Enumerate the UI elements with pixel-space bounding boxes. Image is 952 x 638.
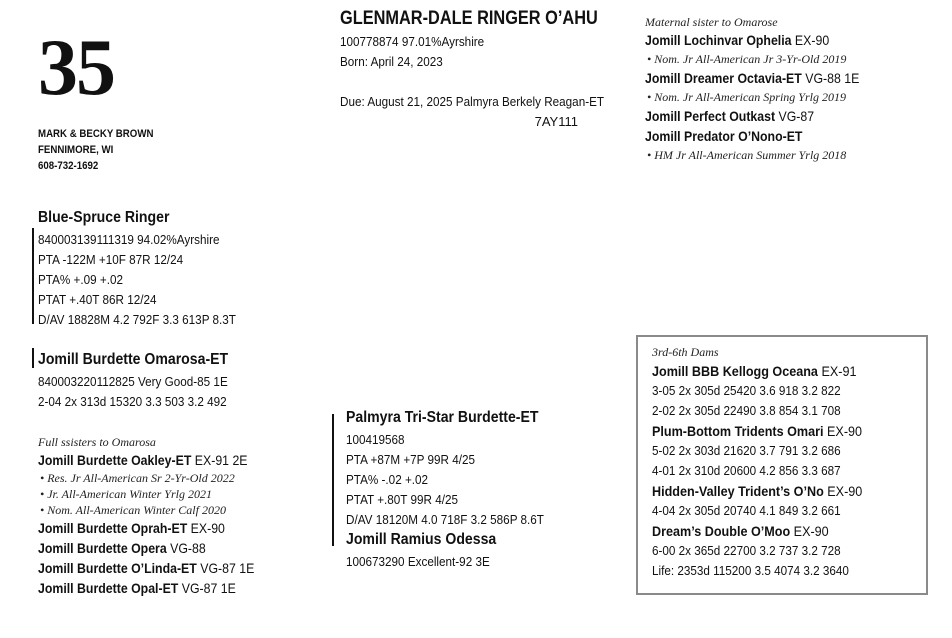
full-sister-score: VG-87 1E (178, 580, 236, 596)
dam-entry-record: 6-00 2x 365d 22700 3.2 737 3.2 728 (652, 543, 841, 558)
animal-header (340, 6, 640, 72)
maternal-sister-name: Jomill Lochinvar Ophelia (645, 32, 792, 48)
dam-entry-record: 5-02 2x 303d 21620 3.7 791 3.2 686 (652, 443, 841, 458)
sire-pta-percent: PTA% +.09 +.02 (38, 272, 123, 287)
dam-entry-record: 4-01 2x 310d 20600 4.2 856 3.3 687 (652, 463, 841, 478)
sire-dav: D/AV 18828M 4.2 792F 3.3 613P 8.3T (38, 312, 236, 327)
sire-registration: 840003139111319 94.02%Ayrshire (38, 232, 220, 247)
full-sister-name: Jomill Burdette Oakley-ET (38, 452, 192, 468)
maternal-sisters (645, 14, 945, 164)
full-sister-name: Jomill Burdette O’Linda-ET (38, 560, 197, 576)
maternal-sister-score: VG-87 (775, 108, 815, 124)
dam-entry-score: EX-91 (817, 363, 857, 379)
full-sister-honor: • Jr. All-American Winter Yrlg 2021 (40, 487, 212, 501)
full-sister-score: EX-91 2E (191, 452, 248, 468)
full-sisters-heading: Full ssisters to Omarosa (38, 435, 156, 449)
maternal-sister-name: Jomill Dreamer Octavia-ET (645, 70, 802, 86)
dam-dam-classification: 100673290 Excellent-92 3E (346, 554, 490, 569)
dam-sire-registration: 100419568 (346, 432, 405, 447)
dam-sire-block (346, 406, 636, 530)
dam-entry-score: EX-90 (823, 483, 863, 499)
service-sire-code: 7AY111 (534, 114, 578, 129)
animal-name: GLENMAR-DALE RINGER O’AHU (340, 8, 598, 29)
dam-entry-record: 2-02 2x 305d 22490 3.8 854 3.1 708 (652, 403, 841, 418)
dam-dam-name: Jomill Ramius Odessa (346, 531, 497, 548)
maternal-sister-honor: • HM Jr All-American Summer Yrlg 2018 (647, 148, 847, 162)
dam-sire-bracket-line (332, 414, 334, 546)
maternal-sister-score: VG-88 1E (801, 70, 860, 86)
dam-record: 2-04 2x 313d 15320 3.3 503 3.2 492 (38, 394, 227, 409)
dam-sire-pta: PTA +87M +7P 99R 4/25 (346, 452, 476, 467)
consignor-location: FENNIMORE, WI (38, 144, 114, 156)
consignor-name: MARK & BECKY BROWN (38, 128, 154, 140)
lot-number: 35 (38, 24, 114, 112)
dam-entry-record: 4-04 2x 305d 20740 4.1 849 3.2 661 (652, 503, 841, 518)
birth-date: Born: April 24, 2023 (340, 54, 443, 69)
full-sister-honor: • Nom. All-American Winter Calf 2020 (40, 503, 226, 517)
maternal-sisters-heading: Maternal sister to Omarose (645, 15, 778, 29)
dam-entry-lifetime-record: Life: 2353d 115200 3.5 4074 3.2 3640 (652, 563, 849, 578)
due-date-block (340, 92, 630, 132)
sire-bracket-line (32, 228, 34, 324)
dam-sire-dav: D/AV 18120M 4.0 718F 3.2 586P 8.6T (346, 512, 544, 527)
consignor-phone: 608-732-1692 (38, 160, 99, 172)
dam-classification: 840003220112825 Very Good-85 1E (38, 374, 228, 389)
dam-bracket-line (32, 348, 34, 368)
full-sister-name: Jomill Burdette Oprah-ET (38, 520, 188, 536)
maternal-sister-honor: • Nom. Jr All-American Jr 3-Yr-Old 2019 (647, 52, 847, 66)
dam-entry-score: EX-90 (790, 523, 829, 539)
dam-sire-name: Palmyra Tri-Star Burdette-ET (346, 409, 539, 426)
due-date-line: Due: August 21, 2025 Palmyra Berkely Reagan-ET (340, 94, 605, 109)
dam-entry-name: Jomill BBB Kellogg Oceana (652, 363, 818, 379)
full-sister-honor: • Res. Jr All-American Sr 2-Yr-Old 2022 (40, 471, 235, 485)
sire-name: Blue-Spruce Ringer (38, 209, 170, 226)
dam-block (38, 348, 338, 412)
maternal-sister-score: EX-90 (791, 32, 830, 48)
dam-entry-score: EX-90 (823, 423, 863, 439)
maternal-sister-name: Jomill Perfect Outkast (645, 108, 776, 124)
full-sister-score: VG-87 1E (196, 560, 255, 576)
consignor-block (38, 126, 278, 174)
dam-entry-name: Dream’s Double O’Moo (652, 523, 791, 539)
sire-ptat: PTAT +.40T 86R 12/24 (38, 292, 157, 307)
dam-entry-record: 3-05 2x 305d 25420 3.6 918 3.2 822 (652, 383, 841, 398)
full-sister-score: VG-88 (166, 540, 206, 556)
full-sister-score: EX-90 (187, 520, 225, 536)
dam-dam-block (346, 528, 636, 572)
dam-entry-name: Plum-Bottom Tridents Omari (652, 423, 824, 439)
sire-block (38, 206, 338, 330)
dams-box-heading: 3rd-6th Dams (652, 345, 719, 359)
dams-box (636, 335, 928, 595)
full-sister-name: Jomill Burdette Opera (38, 540, 167, 556)
dam-name: Jomill Burdette Omarosa-ET (38, 351, 229, 368)
dam-entry-name: Hidden-Valley Trident’s O’No (652, 483, 824, 499)
registration-line: 100778874 97.01%Ayrshire (340, 34, 485, 49)
full-sisters (38, 434, 338, 598)
sire-pta: PTA -122M +10F 87R 12/24 (38, 252, 184, 267)
dam-sire-pta-percent: PTA% -.02 +.02 (346, 472, 429, 487)
dam-sire-ptat: PTAT +.80T 99R 4/25 (346, 492, 458, 507)
maternal-sister-honor: • Nom. Jr All-American Spring Yrlg 2019 (647, 90, 846, 104)
full-sister-name: Jomill Burdette Opal-ET (38, 580, 179, 596)
maternal-sister-name: Jomill Predator O’Nono-ET (645, 128, 803, 144)
